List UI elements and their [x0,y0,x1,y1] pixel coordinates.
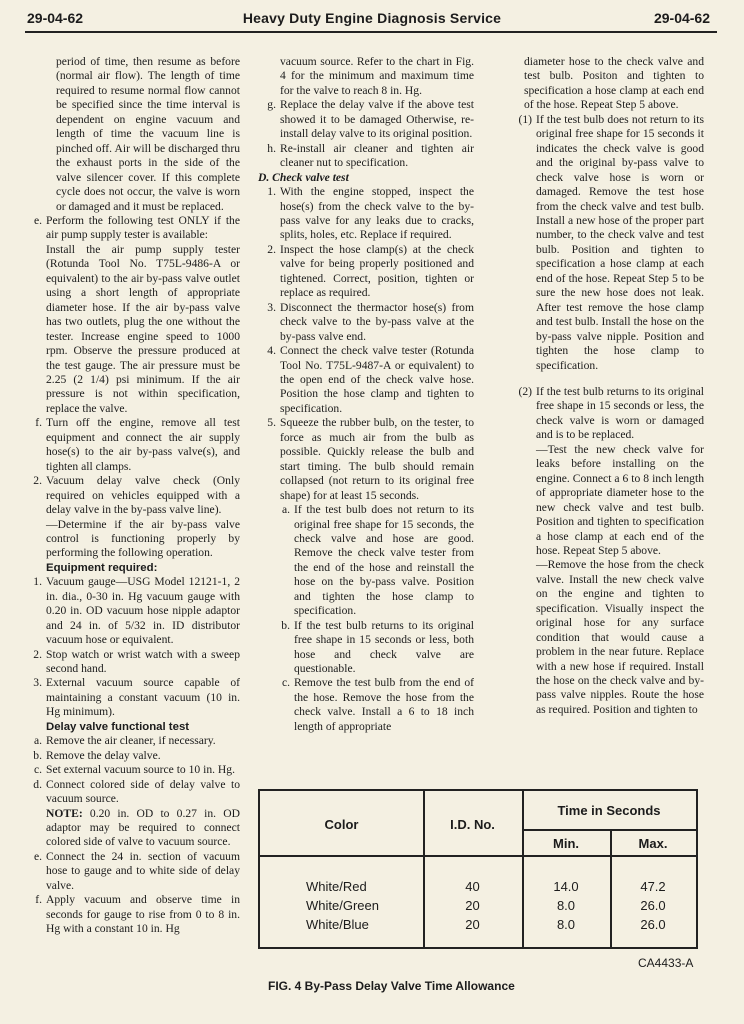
min-cell [522,877,610,934]
list-marker: h. [267,141,276,155]
text-column-2 [258,55,474,734]
list-marker: 1. [33,575,42,589]
list-text: Disconnect the thermactor hose(s) from check valve to the by-pass valve at the by-pass valve end. [280,300,474,343]
column-header-color: Color [324,817,359,832]
note-label: NOTE: [46,806,83,820]
paragraph: diameter hose to the check valve and test bulb. Positon and tighten to specification a hose clamp at each end of the hose. Repeat Step 5 above. [524,55,704,112]
time-allowance-table [258,789,698,949]
list-marker: b. [281,618,290,632]
table-cell: 26.0 [640,917,666,932]
list-text: Connect the check valve tester (Rotunda Tool No. T75L-9487-A or equivalent) to the open end of the check valve hose. Position the hose clamp and tighten to specification. [280,344,474,415]
list-text: Squeeze the rubber bulb, on the tester, to force as much air from the bulb as possible. Quickly release the bulb and start timing. The bulb should remain collapsed (not return to its original free shape) for at least 15 seconds. [280,416,474,502]
header-rule [25,31,717,33]
list-marker: c. [281,676,290,690]
list-item [508,385,704,443]
table-cell: 8.0 [556,917,576,932]
section-heading: D. Check valve test [258,170,349,184]
list-item [24,893,240,936]
list-item [272,676,474,734]
list-marker: a. [33,734,42,748]
table-cell: 14.0 [553,879,579,894]
list-text: Remove the air cleaner, if necessary. [46,734,216,748]
page-header [0,0,744,34]
table-cell: 8.0 [556,898,576,913]
paragraph: —Remove the hose from the check valve. Install the new check valve on the engine and tighten to specification. Visually inspect the original hose for any surface condition that would cause a problem in the near future. Replace with a new hose if required. Install the hose on the check valve and by-pass valve nipples. Route the hose as required. Position and tighten to [536,558,704,716]
list-marker: 5. [267,416,276,430]
list-item [24,474,240,517]
list-text: Connect colored side of delay valve to vacuum source. [46,777,240,806]
list-marker: e. [33,213,42,227]
list-marker: d. [33,777,42,791]
list-marker: c. [33,763,42,777]
list-text: Stop watch or wrist watch with a sweep second hand. [46,647,240,676]
id-cell [423,877,522,934]
table-cell: 47.2 [640,879,666,894]
list-marker: a. [281,503,290,517]
list-item [272,619,474,677]
table-cell: 26.0 [640,898,666,913]
list-item [258,301,474,344]
text-column-3 [508,55,704,717]
list-text: If the test bulb returns to its original free shape in 15 seconds or less, both hose and check valve are questionable. [294,618,474,676]
table-cell: White/Red [306,879,367,894]
list-item [258,416,474,503]
list-marker: 2. [33,474,42,488]
list-item [24,734,240,748]
list-text: Set external vacuum source to 10 in. Hg. [46,763,235,777]
list-text: If the test bulb does not return to its original free shape for 15 seconds, the check valve and hose are good. Remove the check valve tester from the end of the hose and reinstall the hose on the by-pass valve. Position and tighten the hose clamp to specification. [294,503,474,618]
list-text: External vacuum source capable of maintaining a constant vacuum (10 in. Hg minimum). [46,676,240,719]
list-text: Remove the test bulb from the end of the hose. Remove the hose from the check valve. Install a 6 to 18 inch length of appropriate [294,676,474,733]
paragraph: vacuum source. Refer to the chart in Fig. 4 for the minimum and maximum time for the valve to reach 8 in. Hg. [280,55,474,97]
table-divider [522,829,696,831]
page-number-left: 29-04-62 [27,10,84,26]
table-cell: 20 [465,898,480,913]
list-item [24,763,240,777]
list-marker: (2) [518,384,532,398]
column-header-min: Min. [553,836,579,851]
list-item [258,344,474,416]
figure-code: CA4433-A [638,956,694,970]
list-marker: 3. [267,300,276,314]
figure-caption: FIG. 4 By-Pass Delay Valve Time Allowance [268,979,515,993]
list-item [24,676,240,719]
list-marker: f. [35,893,42,907]
list-item [24,648,240,677]
page-title: Heavy Duty Engine Diagnosis Service [242,10,502,26]
text-column-1 [24,55,240,937]
list-text: If the test bulb returns to its original free shape in 15 seconds or less, the check valve is worn or damaged and is to be replaced. [536,384,704,442]
note-paragraph [24,807,240,850]
list-item [24,778,240,807]
list-item [258,98,474,141]
list-text: Connect the 24 in. section of vacuum hose to gauge and to white side of delay valve. [46,849,240,892]
list-text: Re-install air cleaner and tighten air cleaner nut to specification. [280,141,474,170]
list-item [258,185,474,243]
list-item [258,243,474,301]
list-marker: 2. [267,242,276,256]
list-text: Remove the delay valve. [46,748,161,762]
list-marker: 3. [33,676,42,690]
list-item [24,214,240,243]
table-cell: White/Blue [306,917,369,932]
list-text: Replace the delay valve if the above test showed it to be damaged Otherwise, re-install delay valve to its original position. [280,98,474,141]
list-marker: 2. [33,647,42,661]
section-heading: Equipment required: [46,561,158,574]
table-divider [260,855,696,857]
list-text: With the engine stopped, inspect the hose(s) from the check valve to the by-pass valve for any leaks due to cracks, splits, holes, etc. Replace if required. [280,185,474,242]
list-item [24,850,240,893]
list-item [24,575,240,647]
list-item [24,416,240,474]
color-cell [306,877,379,934]
table-cell: 20 [465,917,480,932]
column-header-id: I.D. No. [450,817,495,832]
list-marker: 4. [267,344,276,358]
list-item [272,503,474,619]
list-text: Vacuum gauge—USG Model 12121-1, 2 in. dia., 0-30 in. Hg vacuum gauge with 0.20 in. OD vacuum hose nipple adaptor and 24 in. of 5/32 in. ID distributor vacuum hose or equivalent. [46,575,240,647]
list-marker: f. [35,416,42,430]
table-cell: 40 [465,879,480,894]
list-text: Apply vacuum and observe time in seconds for gauge to rise from 0 to 8 in. Hg with a constant 10 in. Hg [46,893,240,936]
list-text: Vacuum delay valve check (Only required on vehicles equipped with a delay valve in the by-pass valve line). [46,474,240,517]
section-heading: Delay valve functional test [46,720,190,733]
note-text: 0.20 in. OD to 0.27 in. OD adaptor may be required to connect colored side of valve to vacuum source. [46,806,240,849]
list-text: Turn off the engine, remove all test equipment and connect the air supply hose(s) to the air by-pass valve(s), and tighten all clamps. [46,416,240,473]
list-text: Inspect the hose clamp(s) at the check valve for being properly positioned and tightened. Correct, position, tighten or replace as required. [280,242,474,300]
page-number-right: 29-04-62 [653,10,710,26]
paragraph: Install the air pump supply tester (Rotunda Tool No. T75L-9486-A or equivalent) to the air by-pass valve outlet using a short length of appropriate diameter hose. If the air by-pass valve has two outlets, plug the one without the tester. Increase engine speed to 1000 rpm. Observe the pressure produced at the test gauge. The air pressure must be 2.25 (2 1/4) psi minimum. If the air pressure is not within specification, replace the valve. [46,242,240,415]
list-marker: 1. [267,185,276,199]
list-item [258,142,474,171]
table-cell: White/Green [306,898,379,913]
list-item [24,749,240,763]
max-cell [610,877,696,934]
list-marker: e. [33,849,42,863]
paragraph: —Determine if the air by-pass valve control is functioning properly by performing the following operation. [46,517,240,560]
list-text: If the test bulb does not return to its original free shape for 15 seconds it indicates the check valve is good and the original by-pass valve to check valve hose is worn or damaged. Remove the test hose from the check valve and test bulb. Install a new hose of the proper part number, to the check valve and test bulb. Position and tighten to specification a hose clamp at each end of the hose. Repeat Step 5 to be sure the new hose does not leak. After test remove the hose clamp and test bulb. Install the hose on the by-pass valve nipple. Position and tighten the hose clamp to specification. [536,112,704,372]
list-item [508,113,704,373]
list-text: Perform the following test ONLY if the air pump supply tester is available: [46,213,240,242]
column-header-max: Max. [638,836,668,851]
list-marker: (1) [518,112,532,126]
list-marker: g. [267,98,276,112]
column-header-time: Time in Seconds [557,803,661,818]
list-marker: b. [33,748,42,762]
paragraph: —Test the new check valve for leaks before installing on the engine. Connect a 6 to 8 inch length of appropriate diameter hose to the new check valve and test bulb. Position and tighten to specification a hose clamp at each end of the hose. Repeat Step 5 above. [536,442,704,557]
paragraph: period of time, then resume as before (normal air flow). The length of time required to resume normal flow cannot be specified since the time interval is dependent on engine vacuum and length of time the vacuum line is pinched off. Air will be discharged thru the exhaust ports in the side of the valve silencer cover. If this complete cycle does not occur, the valve is worn or damaged and it must be replaced. [56,55,240,213]
